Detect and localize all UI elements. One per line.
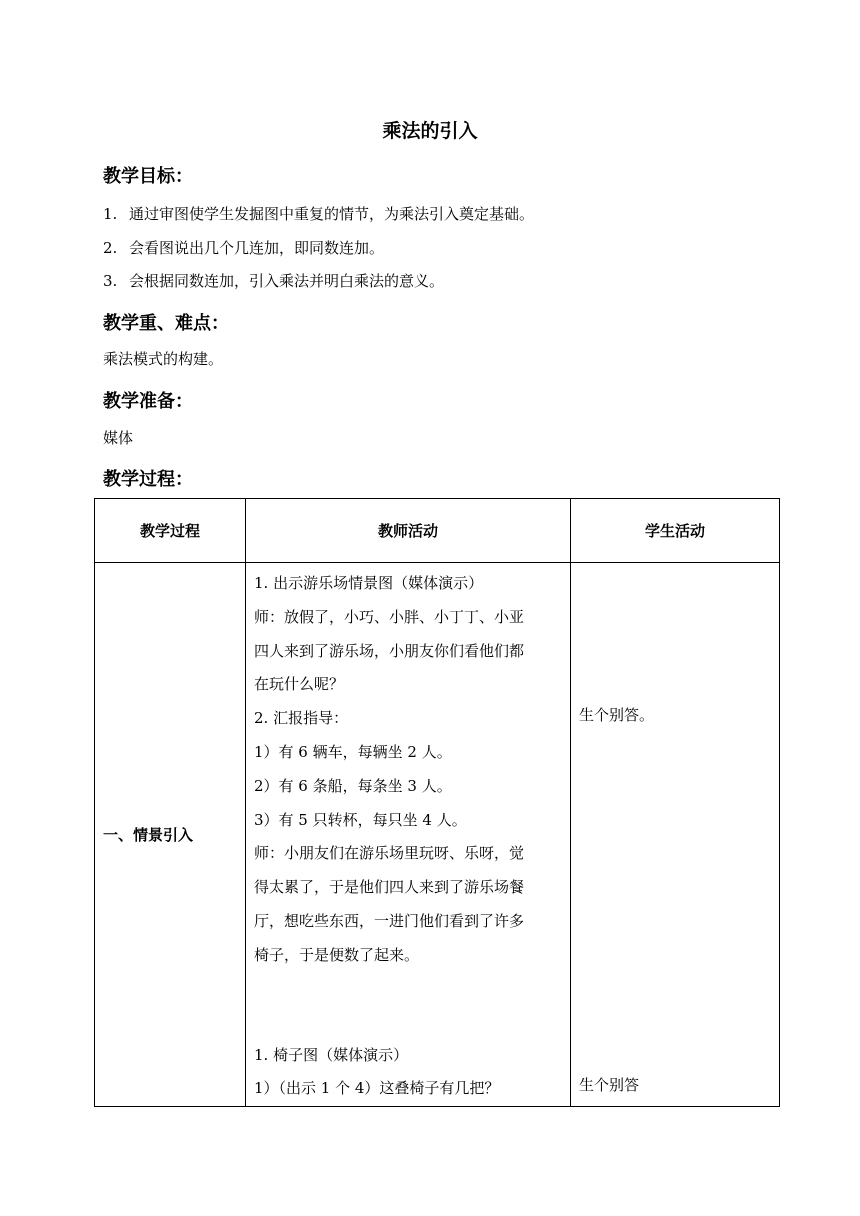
key-points-heading: 教学重、难点： [103,313,229,334]
objective-number: 2. [103,239,118,257]
teacher-line: 四人来到了游乐场，小朋友你们看他们都 [254,641,525,660]
header-teacher: 教师活动 [246,499,571,563]
objective-item [103,203,534,224]
table-row [95,563,780,1107]
preparation-text: 媒体 [103,429,134,447]
key-points-text: 乘法模式的构建。 [103,350,224,368]
teacher-line: 3）有 5 只转杯，每只坐 4 人。 [254,810,467,829]
teacher-line: 师：放假了，小巧、小胖、小丁丁、小亚 [254,607,525,626]
teacher-line: 椅子，于是便数了起来。 [254,945,420,964]
objective-item [103,237,384,258]
table-header-row [95,499,780,563]
document-title: 乘法的引入 [382,120,478,142]
teacher-line: 1）（出示 1 个 4）这叠椅子有几把？ [254,1079,500,1098]
teacher-line: 2. 汇报指导： [254,709,349,728]
spacer [254,973,562,1039]
teacher-activity-cell [246,563,571,1107]
preparation-heading: 教学准备： [103,391,193,412]
teacher-line: 1）有 6 辆车，每辆坐 2 人。 [254,742,452,761]
objective-item [103,270,444,291]
objective-number: 1. [103,205,118,223]
student-activity-cell [571,563,780,1107]
stage-cell: 一、情景引入 [95,563,246,1107]
objective-text: 会根据同数连加，引入乘法并明白乘法的意义。 [129,272,445,290]
teacher-line: 1. 出示游乐场情景图（媒体演示） [254,574,484,592]
objectives-heading: 教学目标： [103,166,193,187]
header-student: 学生活动 [571,499,780,563]
process-table [94,498,780,1107]
objective-text: 会看图说出几个几连加，即同数连加。 [129,239,385,257]
teacher-line: 得太累了，于是他们四人来到了游乐场餐 [254,878,525,897]
teacher-line: 厅，想吃些东西，一进门他们看到了许多 [254,911,525,930]
header-stage: 教学过程 [95,499,246,563]
student-answer: 生个别答。 [579,706,655,724]
teacher-line: 1. 椅子图（媒体演示） [254,1045,409,1064]
objective-text: 通过审图使学生发掘图中重复的情节，为乘法引入奠定基础。 [129,205,535,223]
teacher-line: 2）有 6 条船，每条坐 3 人。 [254,776,452,795]
process-heading: 教学过程： [103,469,193,490]
objective-number: 3. [103,272,118,290]
teacher-line: 在玩什么呢？ [254,675,345,694]
teacher-line: 师：小朋友们在游乐场里玩呀、乐呀，觉 [254,844,525,863]
student-answer: 生个别答 [579,1076,640,1094]
